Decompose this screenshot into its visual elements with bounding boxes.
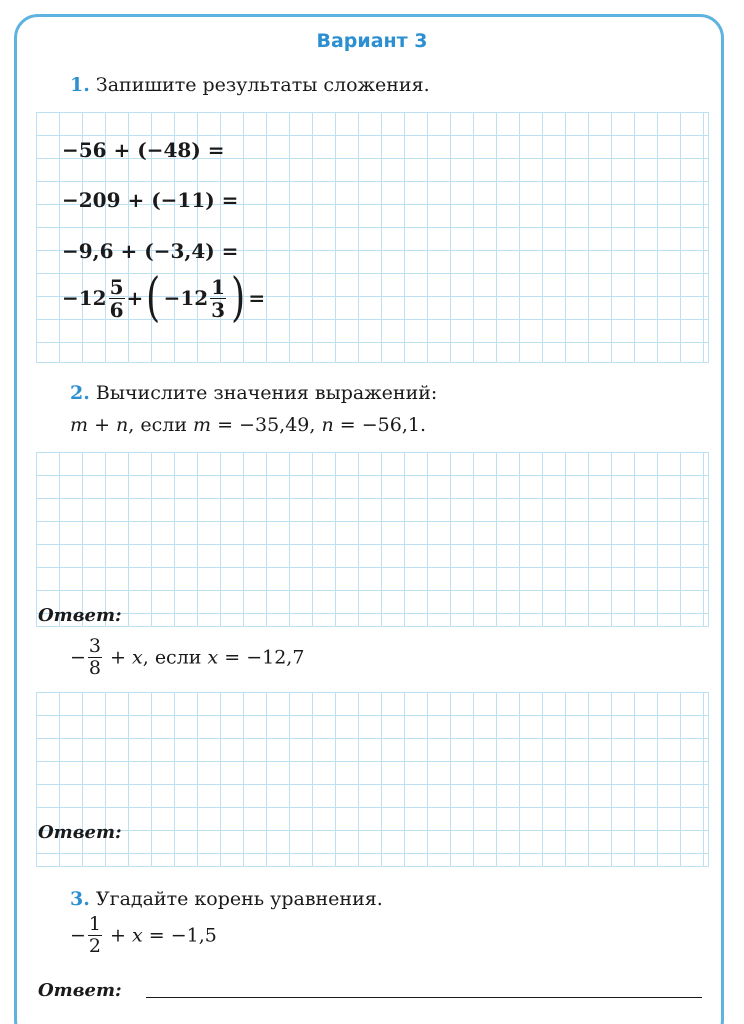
task3-plus: + <box>104 924 133 947</box>
var-n-cond: n <box>321 414 334 436</box>
task1-expr3: −9,6 + (−3,4) = <box>62 239 239 263</box>
expr2-fraction <box>88 636 102 679</box>
expr2-minus: − <box>70 646 86 669</box>
plus-sign: + <box>88 414 117 436</box>
task1-expr1: −56 + (−48) = <box>62 138 225 162</box>
task1-text: Запишите результаты сложения. <box>95 74 430 96</box>
variant-title: Вариант 3 <box>316 30 428 52</box>
expr4-den2: 3 <box>211 297 226 322</box>
task1-expr2: −209 + (−11) = <box>62 188 239 212</box>
expr4-plus: + <box>126 286 144 310</box>
task1-number: 1. <box>70 74 90 96</box>
expr4-equals: = <box>248 286 266 310</box>
task2-answer1-label: Ответ: <box>38 605 122 626</box>
expr4-fraction1 <box>109 276 125 321</box>
expr2-num: 3 <box>88 635 102 657</box>
task1-heading <box>70 74 430 96</box>
task3-number: 3. <box>70 888 90 910</box>
task3-heading <box>70 888 383 910</box>
expr4-num2: 1 <box>211 274 226 299</box>
expr2-plus: + <box>104 646 133 669</box>
task3-answer-label: Ответ: <box>38 980 122 1001</box>
n-value: = −56,1. <box>333 414 426 436</box>
var-n: n <box>116 414 129 436</box>
task2-text: Вычислите значения выражений: <box>95 382 438 404</box>
task2-grid2[interactable] <box>36 692 709 867</box>
task3-var-x: x <box>132 924 143 947</box>
task2-expr2 <box>70 636 304 679</box>
task2-heading <box>70 382 437 404</box>
var-m-cond: m <box>193 414 212 436</box>
expr4-den1: 6 <box>109 297 124 322</box>
expr4-fraction2 <box>210 276 226 321</box>
task3-text: Угадайте корень уравнения. <box>95 888 383 910</box>
condition-text: , если <box>128 414 194 436</box>
task2-answer2-label: Ответ: <box>38 822 122 843</box>
task2-number: 2. <box>70 382 90 404</box>
task3-expr <box>70 914 217 957</box>
task3-fraction <box>88 914 102 957</box>
task3-minus: − <box>70 924 86 947</box>
task1-expr4 <box>62 268 266 328</box>
task3-answer-line[interactable] <box>146 997 702 998</box>
var-m: m <box>70 414 89 436</box>
expr2-den: 8 <box>88 657 102 679</box>
task3-den: 2 <box>88 935 102 957</box>
task3-num: 1 <box>88 913 102 935</box>
expr4-num1: 5 <box>109 274 124 299</box>
task2-expr1 <box>70 414 426 436</box>
expr2-value: = −12,7 <box>218 646 305 669</box>
expr4-whole2: −12 <box>163 286 209 310</box>
expr4-whole1: −12 <box>62 286 107 310</box>
task3-rest: = −1,5 <box>142 924 217 947</box>
expr4-close-paren: ) <box>231 268 246 328</box>
expr4-open-paren: ( <box>146 268 161 328</box>
task2-grid1[interactable] <box>36 452 709 627</box>
expr2-var-x: x <box>132 646 143 669</box>
m-value: = −35,49, <box>211 414 322 436</box>
expr2-var-x-cond: x <box>207 646 219 669</box>
expr2-condition: , если <box>142 646 208 669</box>
